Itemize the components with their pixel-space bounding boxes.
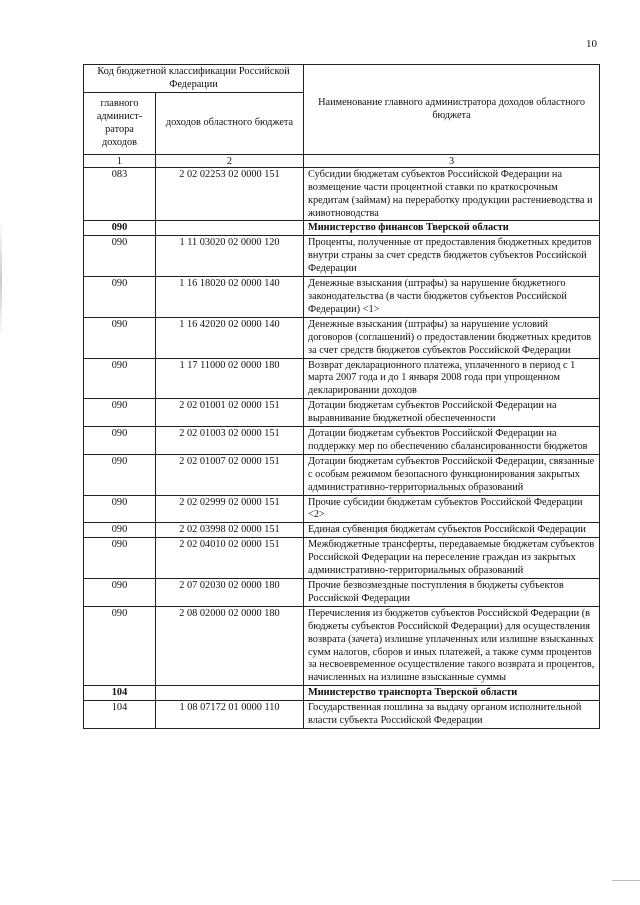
table-row (84, 454, 600, 495)
admin-code-cell: 104 (84, 701, 156, 729)
table-row (84, 538, 600, 579)
table-row (84, 495, 600, 523)
revenue-code-column-header: доходов областного бюджета (156, 92, 304, 154)
name-cell: Денежные взыскания (штрафы) за нарушение бюджетного законодательства (в части бюджетов субъектов Российской Федерации) <1> (304, 277, 600, 318)
table-row (84, 358, 600, 399)
name-cell: Проценты, полученные от предоставления бюджетных кредитов внутри страны за счет средств бюджетов субъектов Российской Федерации (304, 236, 600, 277)
admin-code-cell: 090 (84, 454, 156, 495)
table-row (84, 167, 600, 221)
table-row (84, 317, 600, 358)
revenue-code-cell: 1 08 07172 01 0000 110 (156, 701, 304, 729)
revenue-code-cell: 1 11 03020 02 0000 120 (156, 236, 304, 277)
name-cell: Возврат декларационного платежа, уплаченного в период с 1 марта 2007 года и до 1 января 2008 года при упрощенном декларировании доходов (304, 358, 600, 399)
revenue-admin-table (83, 64, 600, 729)
name-cell: Субсидии бюджетам субъектов Российской Федерации на возмещение части процентной ставки по краткосрочным кредитам (займам) на переработку продукции растениеводства и животноводства (304, 167, 600, 221)
scan-edge-mark (612, 880, 640, 881)
name-cell: Дотации бюджетам субъектов Российской Федерации на выравнивание бюджетной обеспеченности (304, 399, 600, 427)
revenue-code-cell: 2 08 02000 02 0000 180 (156, 606, 304, 685)
table-row (84, 277, 600, 318)
table-row (84, 606, 600, 685)
name-cell: Министерство транспорта Тверской области (304, 686, 600, 701)
table-row (84, 686, 600, 701)
revenue-code-cell: 2 02 02999 02 0000 151 (156, 495, 304, 523)
name-cell: Министерство финансов Тверской области (304, 221, 600, 236)
budget-classification-header: Код бюджетной классификации Российской Федерации (84, 65, 304, 93)
revenue-code-cell: 2 02 03998 02 0000 151 (156, 523, 304, 538)
admin-code-cell: 090 (84, 523, 156, 538)
table-row (84, 579, 600, 607)
revenue-code-cell: 1 17 11000 02 0000 180 (156, 358, 304, 399)
admin-code-cell: 090 (84, 221, 156, 236)
revenue-code-cell (156, 686, 304, 701)
revenue-code-cell: 2 07 02030 02 0000 180 (156, 579, 304, 607)
table-row (84, 701, 600, 729)
table-row (84, 399, 600, 427)
admin-code-cell: 090 (84, 317, 156, 358)
name-column-header: Наименование главного администратора доходов областного бюджета (304, 65, 600, 155)
admin-code-cell: 090 (84, 277, 156, 318)
revenue-code-cell: 1 16 42020 02 0000 140 (156, 317, 304, 358)
name-cell: Прочие субсидии бюджетам субъектов Российской Федерации <2> (304, 495, 600, 523)
revenue-code-cell: 1 16 18020 02 0000 140 (156, 277, 304, 318)
admin-code-cell: 090 (84, 236, 156, 277)
name-cell: Прочие безвозмездные поступления в бюджеты субъектов Российской Федерации (304, 579, 600, 607)
admin-code-cell: 090 (84, 427, 156, 455)
scan-edge-mark (0, 220, 2, 340)
revenue-code-cell: 2 02 01007 02 0000 151 (156, 454, 304, 495)
name-cell: Государственная пошлина за выдачу органом исполнительной власти субъекта Российской Федерации (304, 701, 600, 729)
column-number: 2 (156, 154, 304, 167)
admin-column-header: главного админист-ратора доходов (84, 92, 156, 154)
name-cell: Межбюджетные трансферты, передаваемые бюджетам субъектов Российской Федерации на переселение граждан из закрытых административно-территориальных образований (304, 538, 600, 579)
admin-code-cell: 104 (84, 686, 156, 701)
table-row (84, 221, 600, 236)
page-number: 10 (586, 38, 597, 50)
admin-code-cell: 090 (84, 399, 156, 427)
table-row (84, 427, 600, 455)
admin-code-cell: 083 (84, 167, 156, 221)
admin-code-cell: 090 (84, 538, 156, 579)
revenue-code-cell (156, 221, 304, 236)
table-row (84, 236, 600, 277)
revenue-code-cell: 2 02 04010 02 0000 151 (156, 538, 304, 579)
name-cell: Перечисления из бюджетов субъектов Российской Федерации (в бюджеты субъектов Российской Федерации) для осуществления возврата (зачета) излишне уплаченных или излишне взысканных сумм налогов, сборов и иных платежей, а также сумм процентов за несвоевременное осуществление такого возврата и процентов, начисленных на излишне взысканные суммы (304, 606, 600, 685)
admin-code-cell: 090 (84, 358, 156, 399)
revenue-code-cell: 2 02 01001 02 0000 151 (156, 399, 304, 427)
column-number: 1 (84, 154, 156, 167)
name-cell: Единая субвенция бюджетам субъектов Российской Федерации (304, 523, 600, 538)
revenue-code-cell: 2 02 02253 02 0000 151 (156, 167, 304, 221)
revenue-code-cell: 2 02 01003 02 0000 151 (156, 427, 304, 455)
admin-code-cell: 090 (84, 606, 156, 685)
name-cell: Дотации бюджетам субъектов Российской Федерации на поддержку мер по обеспечению сбалансированности бюджетов (304, 427, 600, 455)
name-cell: Денежные взыскания (штрафы) за нарушение условий договоров (соглашений) о предоставлении бюджетных кредитов за счет средств бюджетов субъектов Российской Федерации (304, 317, 600, 358)
table-row (84, 523, 600, 538)
admin-code-cell: 090 (84, 495, 156, 523)
name-cell: Дотации бюджетам субъектов Российской Федерации, связанные с особым режимом безопасного функционирования закрытых административно-территориальных образований (304, 454, 600, 495)
admin-code-cell: 090 (84, 579, 156, 607)
column-number: 3 (304, 154, 600, 167)
